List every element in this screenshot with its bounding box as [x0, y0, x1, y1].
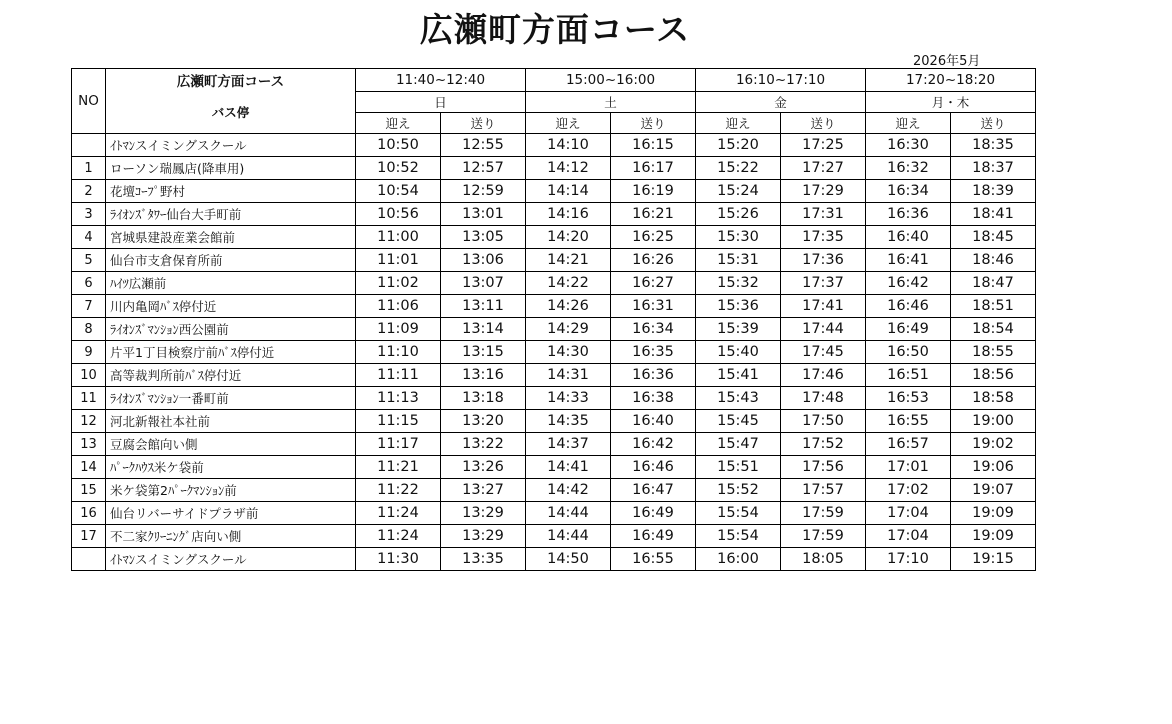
dropoff-time: 18:51 — [951, 295, 1036, 318]
dropoff-time: 17:56 — [781, 456, 866, 479]
dropoff-time: 13:26 — [441, 456, 526, 479]
stop-name: 豆腐会館向い側 — [106, 433, 356, 456]
dropoff-time: 19:06 — [951, 456, 1036, 479]
stop-number: 16 — [72, 502, 106, 525]
pickup-time: 14:14 — [526, 180, 611, 203]
dropoff-time: 13:14 — [441, 318, 526, 341]
dropoff-time: 17:41 — [781, 295, 866, 318]
dropoff-time: 17:31 — [781, 203, 866, 226]
dropoff-time: 19:09 — [951, 502, 1036, 525]
dropoff-time: 16:19 — [611, 180, 696, 203]
pickup-time: 11:00 — [356, 226, 441, 249]
pickup-time: 15:54 — [696, 502, 781, 525]
header-pickup: 迎え — [866, 113, 951, 134]
pickup-time: 15:20 — [696, 134, 781, 157]
pickup-time: 14:41 — [526, 456, 611, 479]
dropoff-time: 18:54 — [951, 318, 1036, 341]
pickup-time: 14:12 — [526, 157, 611, 180]
pickup-time: 15:40 — [696, 341, 781, 364]
stop-name: ﾗｲｵﾝｽﾞﾏﾝｼｮﾝ西公園前 — [106, 318, 356, 341]
stop-number: 6 — [72, 272, 106, 295]
header-dropoff: 送り — [781, 113, 866, 134]
pickup-time: 15:41 — [696, 364, 781, 387]
pickup-time: 14:30 — [526, 341, 611, 364]
stop-number: 1 — [72, 157, 106, 180]
header-time-2: 16:10~17:10 — [696, 69, 866, 92]
table-row — [72, 433, 1036, 456]
pickup-time: 16:53 — [866, 387, 951, 410]
stop-number — [72, 134, 106, 157]
dropoff-time: 17:50 — [781, 410, 866, 433]
pickup-time: 16:46 — [866, 295, 951, 318]
dropoff-time: 17:27 — [781, 157, 866, 180]
pickup-time: 11:15 — [356, 410, 441, 433]
dropoff-time: 17:59 — [781, 525, 866, 548]
dropoff-time: 13:07 — [441, 272, 526, 295]
header-day-1: 土 — [526, 92, 696, 113]
pickup-time: 15:39 — [696, 318, 781, 341]
pickup-time: 15:31 — [696, 249, 781, 272]
pickup-time: 11:11 — [356, 364, 441, 387]
pickup-time: 16:51 — [866, 364, 951, 387]
pickup-time: 11:10 — [356, 341, 441, 364]
dropoff-time: 13:05 — [441, 226, 526, 249]
dropoff-time: 16:25 — [611, 226, 696, 249]
stop-name: ﾊｲﾂ広瀬前 — [106, 272, 356, 295]
pickup-time: 16:57 — [866, 433, 951, 456]
dropoff-time: 13:15 — [441, 341, 526, 364]
pickup-time: 14:50 — [526, 548, 611, 571]
dropoff-time: 16:38 — [611, 387, 696, 410]
pickup-time: 17:02 — [866, 479, 951, 502]
dropoff-time: 13:27 — [441, 479, 526, 502]
table-row — [72, 502, 1036, 525]
pickup-time: 11:17 — [356, 433, 441, 456]
pickup-time: 17:04 — [866, 502, 951, 525]
dropoff-time: 17:46 — [781, 364, 866, 387]
dropoff-time: 13:20 — [441, 410, 526, 433]
dropoff-time: 18:39 — [951, 180, 1036, 203]
pickup-time: 14:42 — [526, 479, 611, 502]
dropoff-time: 17:35 — [781, 226, 866, 249]
page-title: 広瀬町方面コース — [419, 10, 691, 49]
pickup-time: 16:42 — [866, 272, 951, 295]
stop-name: ローソン瑞鳳店(降車用) — [106, 157, 356, 180]
table-row — [72, 157, 1036, 180]
dropoff-time: 12:57 — [441, 157, 526, 180]
stop-number: 15 — [72, 479, 106, 502]
pickup-time: 15:36 — [696, 295, 781, 318]
pickup-time: 17:04 — [866, 525, 951, 548]
pickup-time: 16:55 — [866, 410, 951, 433]
table-row — [72, 318, 1036, 341]
pickup-time: 14:29 — [526, 318, 611, 341]
dropoff-time: 18:47 — [951, 272, 1036, 295]
stop-name: ｲﾄﾏﾝスイミングスクール — [106, 548, 356, 571]
stop-name: 花壇ｺｰﾌﾟ野村 — [106, 180, 356, 203]
pickup-time: 11:24 — [356, 502, 441, 525]
pickup-time: 14:16 — [526, 203, 611, 226]
stop-number: 3 — [72, 203, 106, 226]
header-time-1: 15:00~16:00 — [526, 69, 696, 92]
header-day-3: 月・木 — [866, 92, 1036, 113]
stop-name: ﾗｲｵﾝｽﾞﾏﾝｼｮﾝ一番町前 — [106, 387, 356, 410]
dropoff-time: 16:55 — [611, 548, 696, 571]
table-row — [72, 295, 1036, 318]
dropoff-time: 19:00 — [951, 410, 1036, 433]
dropoff-time: 16:26 — [611, 249, 696, 272]
pickup-time: 11:09 — [356, 318, 441, 341]
dropoff-time: 17:37 — [781, 272, 866, 295]
pickup-time: 14:44 — [526, 502, 611, 525]
stop-number: 8 — [72, 318, 106, 341]
dropoff-time: 18:46 — [951, 249, 1036, 272]
table-row — [72, 203, 1036, 226]
pickup-time: 16:32 — [866, 157, 951, 180]
stop-name: 川内亀岡ﾊﾞｽ停付近 — [106, 295, 356, 318]
dropoff-time: 12:55 — [441, 134, 526, 157]
dropoff-time: 16:49 — [611, 525, 696, 548]
dropoff-time: 17:57 — [781, 479, 866, 502]
dropoff-time: 16:35 — [611, 341, 696, 364]
header-no: NO — [72, 69, 106, 134]
table-row — [72, 479, 1036, 502]
pickup-time: 16:30 — [866, 134, 951, 157]
dropoff-time: 18:55 — [951, 341, 1036, 364]
dropoff-time: 18:05 — [781, 548, 866, 571]
stop-number: 4 — [72, 226, 106, 249]
table-row — [72, 134, 1036, 157]
pickup-time: 14:31 — [526, 364, 611, 387]
header-time-0: 11:40~12:40 — [356, 69, 526, 92]
dropoff-time: 16:46 — [611, 456, 696, 479]
stop-name: 米ケ袋第2ﾊﾟｰｸﾏﾝｼｮﾝ前 — [106, 479, 356, 502]
table-row — [72, 226, 1036, 249]
dropoff-time: 13:18 — [441, 387, 526, 410]
dropoff-time: 17:36 — [781, 249, 866, 272]
dropoff-time: 19:02 — [951, 433, 1036, 456]
pickup-time: 11:06 — [356, 295, 441, 318]
pickup-time: 15:32 — [696, 272, 781, 295]
dropoff-time: 16:42 — [611, 433, 696, 456]
table-row — [72, 249, 1036, 272]
pickup-time: 16:41 — [866, 249, 951, 272]
dropoff-time: 16:34 — [611, 318, 696, 341]
dropoff-time: 19:07 — [951, 479, 1036, 502]
dropoff-time: 17:59 — [781, 502, 866, 525]
dropoff-time: 16:15 — [611, 134, 696, 157]
dropoff-time: 16:31 — [611, 295, 696, 318]
header-time-3: 17:20~18:20 — [866, 69, 1036, 92]
header-pickup: 迎え — [696, 113, 781, 134]
header-dropoff: 送り — [951, 113, 1036, 134]
table-row — [72, 272, 1036, 295]
pickup-time: 15:51 — [696, 456, 781, 479]
stop-number: 12 — [72, 410, 106, 433]
stop-number — [72, 548, 106, 571]
table-row — [72, 387, 1036, 410]
pickup-time: 11:30 — [356, 548, 441, 571]
pickup-time: 17:01 — [866, 456, 951, 479]
pickup-time: 14:35 — [526, 410, 611, 433]
pickup-time: 17:10 — [866, 548, 951, 571]
dropoff-time: 16:40 — [611, 410, 696, 433]
stop-name: 河北新報社本社前 — [106, 410, 356, 433]
pickup-time: 10:56 — [356, 203, 441, 226]
dropoff-time: 18:45 — [951, 226, 1036, 249]
dropoff-time: 17:45 — [781, 341, 866, 364]
dropoff-time: 16:17 — [611, 157, 696, 180]
dropoff-time: 13:29 — [441, 525, 526, 548]
dropoff-time: 17:52 — [781, 433, 866, 456]
dropoff-time: 13:01 — [441, 203, 526, 226]
pickup-time: 14:44 — [526, 525, 611, 548]
pickup-time: 16:00 — [696, 548, 781, 571]
header-course: 広瀬町方面コース — [106, 69, 356, 92]
stop-number: 10 — [72, 364, 106, 387]
header-day-2: 金 — [696, 92, 866, 113]
dropoff-time: 12:59 — [441, 180, 526, 203]
dropoff-time: 19:15 — [951, 548, 1036, 571]
pickup-time: 11:01 — [356, 249, 441, 272]
pickup-time: 16:34 — [866, 180, 951, 203]
pickup-time: 15:54 — [696, 525, 781, 548]
table-row — [72, 525, 1036, 548]
header-dropoff: 送り — [441, 113, 526, 134]
header-pickup: 迎え — [526, 113, 611, 134]
dropoff-time: 13:11 — [441, 295, 526, 318]
pickup-time: 14:10 — [526, 134, 611, 157]
dropoff-time: 13:22 — [441, 433, 526, 456]
timetable — [71, 68, 1036, 571]
dropoff-time: 16:36 — [611, 364, 696, 387]
pickup-time: 14:21 — [526, 249, 611, 272]
stop-name: ｲﾄﾏﾝスイミングスクール — [106, 134, 356, 157]
stop-name: 仙台市支倉保育所前 — [106, 249, 356, 272]
table-row — [72, 180, 1036, 203]
dropoff-time: 13:35 — [441, 548, 526, 571]
table-row — [72, 548, 1036, 571]
pickup-time: 15:45 — [696, 410, 781, 433]
stop-name: ﾊﾟｰｸﾊｳｽ米ケ袋前 — [106, 456, 356, 479]
dropoff-time: 16:21 — [611, 203, 696, 226]
dropoff-time: 13:16 — [441, 364, 526, 387]
schedule-date: 2026年5月 — [913, 54, 981, 69]
stop-number: 14 — [72, 456, 106, 479]
dropoff-time: 13:29 — [441, 502, 526, 525]
pickup-time: 15:52 — [696, 479, 781, 502]
dropoff-time: 16:27 — [611, 272, 696, 295]
pickup-time: 14:37 — [526, 433, 611, 456]
pickup-time: 11:24 — [356, 525, 441, 548]
stop-number: 7 — [72, 295, 106, 318]
pickup-time: 15:24 — [696, 180, 781, 203]
header-busstop: バス停 — [106, 92, 356, 134]
pickup-time: 15:22 — [696, 157, 781, 180]
stop-name: 仙台リバーサイドプラザ前 — [106, 502, 356, 525]
dropoff-time: 18:56 — [951, 364, 1036, 387]
dropoff-time: 17:44 — [781, 318, 866, 341]
table-row — [72, 410, 1036, 433]
pickup-time: 10:54 — [356, 180, 441, 203]
table-row — [72, 456, 1036, 479]
dropoff-time: 17:25 — [781, 134, 866, 157]
table-row — [72, 341, 1036, 364]
pickup-time: 16:40 — [866, 226, 951, 249]
stop-name: 高等裁判所前ﾊﾞｽ停付近 — [106, 364, 356, 387]
dropoff-time: 18:37 — [951, 157, 1036, 180]
stop-number: 2 — [72, 180, 106, 203]
pickup-time: 11:13 — [356, 387, 441, 410]
pickup-time: 14:20 — [526, 226, 611, 249]
pickup-time: 15:30 — [696, 226, 781, 249]
pickup-time: 16:50 — [866, 341, 951, 364]
stop-name: ﾗｲｵﾝｽﾞﾀﾜｰ仙台大手町前 — [106, 203, 356, 226]
table-row — [72, 364, 1036, 387]
pickup-time: 11:21 — [356, 456, 441, 479]
stop-name: 宮城県建設産業会館前 — [106, 226, 356, 249]
stop-name: 不二家ｸﾘｰﾆﾝｸﾞ店向い側 — [106, 525, 356, 548]
pickup-time: 11:22 — [356, 479, 441, 502]
pickup-time: 14:26 — [526, 295, 611, 318]
dropoff-time: 18:35 — [951, 134, 1036, 157]
pickup-time: 11:02 — [356, 272, 441, 295]
dropoff-time: 17:48 — [781, 387, 866, 410]
dropoff-time: 16:47 — [611, 479, 696, 502]
pickup-time: 15:26 — [696, 203, 781, 226]
pickup-time: 16:36 — [866, 203, 951, 226]
pickup-time: 10:50 — [356, 134, 441, 157]
header-pickup: 迎え — [356, 113, 441, 134]
pickup-time: 10:52 — [356, 157, 441, 180]
stop-name: 片平1丁目検察庁前ﾊﾞｽ停付近 — [106, 341, 356, 364]
dropoff-time: 18:58 — [951, 387, 1036, 410]
pickup-time: 15:43 — [696, 387, 781, 410]
pickup-time: 16:49 — [866, 318, 951, 341]
stop-number: 13 — [72, 433, 106, 456]
header-day-0: 日 — [356, 92, 526, 113]
dropoff-time: 19:09 — [951, 525, 1036, 548]
header-dropoff: 送り — [611, 113, 696, 134]
dropoff-time: 18:41 — [951, 203, 1036, 226]
dropoff-time: 17:29 — [781, 180, 866, 203]
dropoff-time: 13:06 — [441, 249, 526, 272]
pickup-time: 15:47 — [696, 433, 781, 456]
pickup-time: 14:33 — [526, 387, 611, 410]
stop-number: 5 — [72, 249, 106, 272]
pickup-time: 14:22 — [526, 272, 611, 295]
stop-number: 9 — [72, 341, 106, 364]
stop-number: 11 — [72, 387, 106, 410]
stop-number: 17 — [72, 525, 106, 548]
dropoff-time: 16:49 — [611, 502, 696, 525]
